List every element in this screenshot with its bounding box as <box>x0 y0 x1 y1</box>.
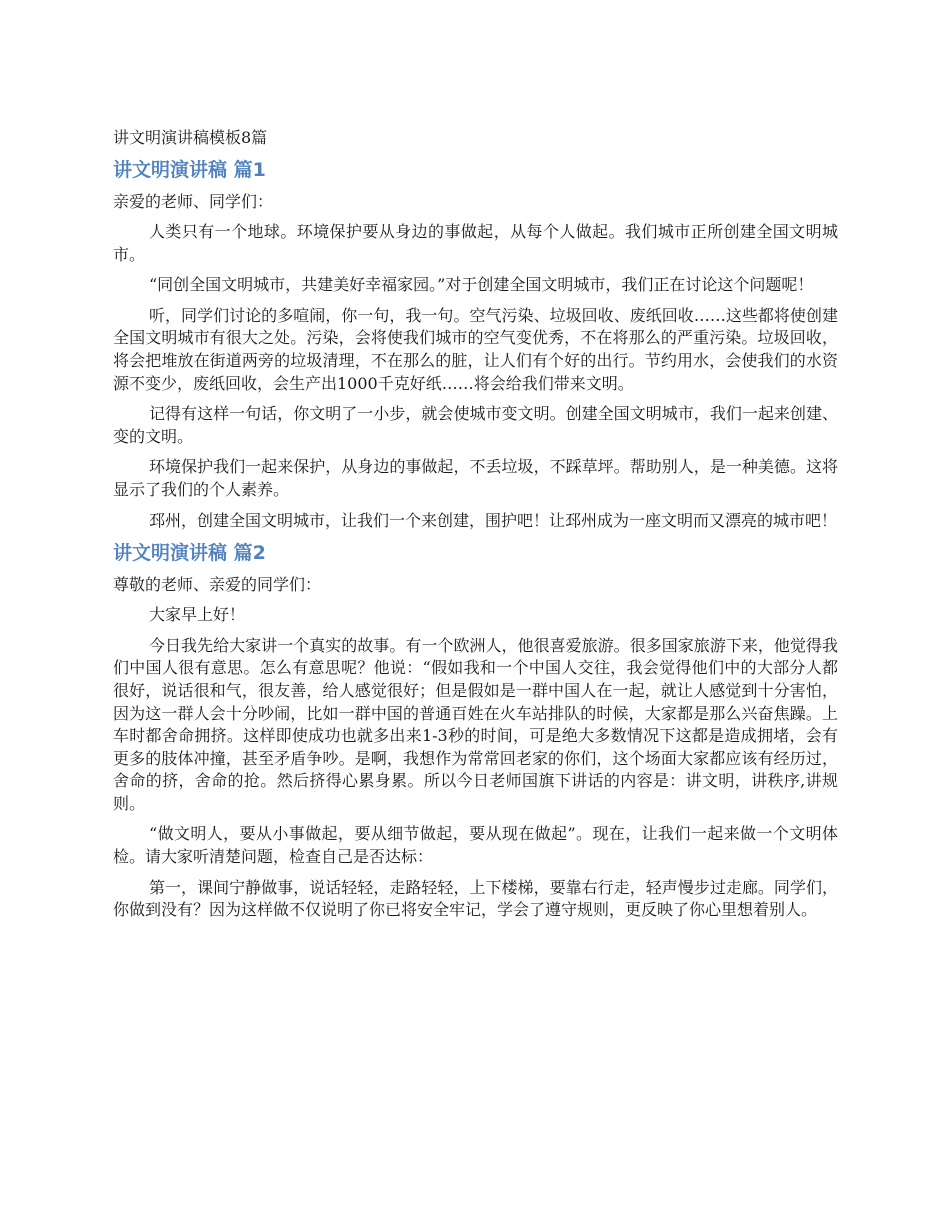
paragraph: 第一，课间宁静做事，说话轻轻，走路轻轻，上下楼梯，要靠右行走，轻声慢步过走廊。同学们，你做到没有？因为这样做不仅说明了你已将安全牢记，学会了遵守规则，更反映了你心里想着别人。 <box>113 877 838 920</box>
paragraph: “做文明人，要从小事做起，要从细节做起，要从现在做起”。现在，让我们一起来做一个文明体检。请大家听清楚问题，检查自己是否达标： <box>113 824 838 867</box>
paragraph: 环境保护我们一起来保护，从身边的事做起，不丢垃圾，不踩草坪。帮助别人，是一种美德。这将显示了我们的个人素养。 <box>113 457 838 499</box>
section-heading: 讲文明演讲稿 篇1 <box>113 159 266 181</box>
document-title: 讲文明演讲稿模板8篇 <box>113 128 268 147</box>
paragraph: 听，同学们讨论的多喧闹，你一句，我一句。空气污染、垃圾回收、废纸回收……这些都将使创建全国文明城市有很大之处。污染，会将使我们城市的空气变优秀，不在将那么的严重污染。垃圾回收，将会把堆放在街道两旁的垃圾清理，不在那么的脏，让人们有个好的出行。节约用水，会使我们的水资源不变少，废纸回收，会生产出1000千克好纸……将会给我们带来文明。 <box>113 305 838 393</box>
paragraph: 今日我先给大家讲一个真实的故事。有一个欧洲人，他很喜爱旅游。很多国家旅游下来，他觉得我们中国人很有意思。怎么有意思呢？他说：“假如我和一个中国人交往，我会觉得他们中的大部分人都很好，说话很和气，很友善，给人感觉很好；但是假如是一群中国人在一起，就让人感觉到十分害怕，因为这一群人会十分吵闹，比如一群中国的普通百姓在火车站排队的时候，大家都是那么兴奋焦躁。上车时都舍命拥挤。这样即使成功也就多出来1-3秒的时间，可是绝大多数情况下这都是造成拥堵，会有更多的肢体冲撞，甚至矛盾争吵。是啊，我想作为常常回老家的你们，这个场面大家都应该有经历过，舍命的挤，舍命的抢。然后挤得心累身累。所以今日老师国旗下讲话的内容是：讲文明，讲秩序,讲规则。 <box>113 635 838 813</box>
salutation: 尊敬的老师、亲爱的同学们： <box>113 575 322 595</box>
salutation: 亲爱的老师、同学们： <box>113 192 274 211</box>
section-1 <box>113 157 838 532</box>
paragraph: 人类只有一个地球。环境保护要从身边的事做起，从每个人做起。我们城市正所创建全国文明城市。 <box>113 222 838 264</box>
section-heading: 讲文明演讲稿 篇2 <box>113 542 266 565</box>
paragraph: 记得有这样一句话，你文明了一小步，就会使城市变文明。创建全国文明城市，我们一起来创建、变的文明。 <box>113 404 838 446</box>
section-2 <box>113 540 838 922</box>
paragraph: 大家早上好！ <box>149 605 246 625</box>
paragraph: “同创全国文明城市，共建美好幸福家园。”对于创建全国文明城市，我们正在讨论这个问题呢！ <box>149 275 814 295</box>
paragraph: 邳州，创建全国文明城市，让我们一个来创建，围护吧！让邳州成为一座文明而又漂亮的城市吧！ <box>149 510 838 530</box>
